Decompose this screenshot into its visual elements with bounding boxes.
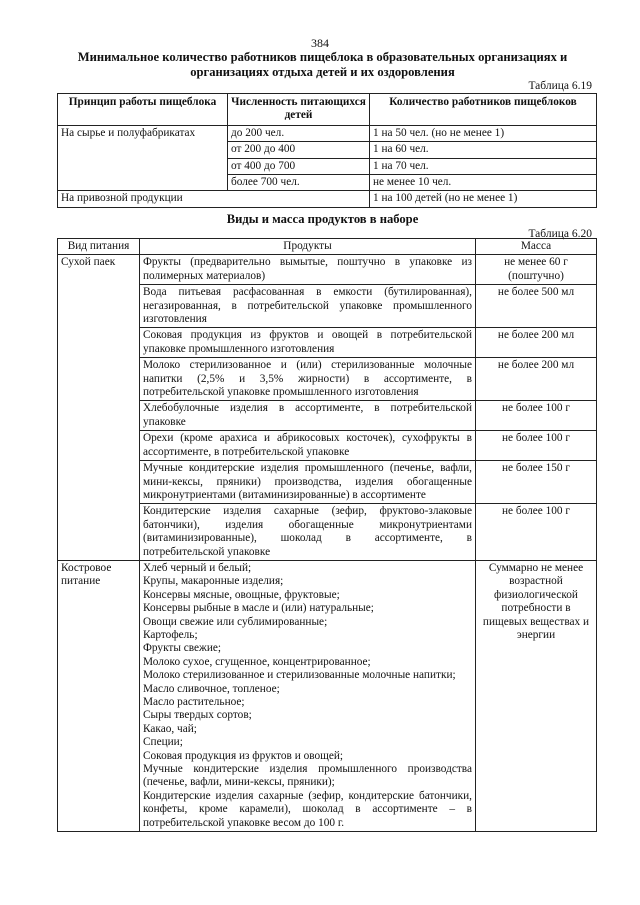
header-products: Продукты [140,239,476,255]
header-mass: Масса [476,239,597,255]
dry-ration-label: Сухой паек [58,255,140,561]
list-item: Консервы рыбные в масле и (или) натуральные; [143,602,374,615]
list-item: Молоко стерилизованное и стерилизованные молочные напитки; [143,669,456,682]
table-row [58,191,597,207]
list-item: Мучные кондитерские изделия промышленного производства (печенье, вафли, мини-кексы, пряники); [143,763,472,789]
header-workers: Количество работников пищеблоков [370,94,597,126]
product-cell: Молоко стерилизованное и (или) стерилизованные молочные напитки (2,5% и 3,5% жирности) в ассортименте, в потребительской упаковке промышленного изготовления [140,358,476,401]
list-item: Кондитерские изделия сахарные (зефир, кондитерские батончики, конфеты, кроме карамели), шоколад в ассортименте – в потребительской упаковке весом до 100 г. [143,789,472,829]
list-item: Масло растительное; [143,696,245,708]
list-item: Хлеб черный и белый; [143,561,252,574]
header-children: Численность питающихся детей [228,94,370,126]
list-item: Картофель; [143,628,198,641]
product-cell: Фрукты (предварительно вымытые, поштучно в упаковке из полимерных материалов) [140,255,476,285]
product-cell: Кондитерские изделия сахарные (зефир, фруктово-злаковые батончики), изделия обогащенные микронутриентами (витаминизированные), шоколад в ассортименте, в потребительской упаковке [140,504,476,561]
mass-cell: не более 150 г [476,461,597,504]
children-cell: от 200 до 400 [228,142,370,158]
table-row [58,125,597,141]
mass-cell: не менее 60 г (поштучно) [476,255,597,285]
product-cell: Соковая продукция из фруктов и овощей в потребительской упаковке промышленного изготовления [140,328,476,358]
page-number: 384 [311,36,329,50]
product-cell: Мучные кондитерские изделия промышленного (печенье, вафли, мини-кексы, пряники) производства, изделия обогащенные микронутриентами (витаминизированные) в ассортименте [140,461,476,504]
mass-cell: не более 100 г [476,504,597,561]
list-item: Сыры твердых сортов; [143,709,252,722]
children-cell: до 200 чел. [228,125,370,141]
staff-table [57,93,597,208]
list-item: Фрукты свежие; [143,642,222,655]
product-cell: Орехи (кроме арахиса и абрикосовых косточек), сухофрукты в ассортименте, в потребительской упаковке [140,431,476,461]
table2-label: Таблица 6.20 [528,228,592,240]
workers-cell: 1 на 60 чел. [370,142,597,158]
product-cell: Вода питьевая расфасованная в емкости (бутилированная), негазированная, в потребительской упаковке промышленного изготовления [140,285,476,328]
children-cell: более 700 чел. [228,175,370,191]
products-table-header [58,239,597,255]
mass-cell: не более 200 мл [476,358,597,401]
header-principle: Принцип работы пищеблока [58,94,228,126]
document-title: Минимальное количество работников пищеблока в образовательных организациях и организациях отдыха детей и их оздоровления [77,50,568,79]
workers-cell: не менее 10 чел. [370,175,597,191]
products-table [57,238,597,832]
mass-cell: не более 500 мл [476,285,597,328]
list-item: Овощи свежие или сублимированные; [143,615,328,628]
mass-cell: не более 200 мл [476,328,597,358]
group-raw-label: На сырье и полуфабрикатах [58,125,228,191]
workers-cell: 1 на 50 чел. (но не менее 1) [370,125,597,141]
camp-food-label: Костровое питание [58,560,140,831]
product-cell: Хлебобулочные изделия в ассортименте, в потребительской упаковке [140,401,476,431]
table-row [58,255,597,285]
camp-mass-cell: Суммарно не менее возрастной физиологической потребности в пищевых веществах и энергии [476,560,597,831]
table-row [58,560,597,831]
children-cell: от 400 до 700 [228,158,370,174]
workers-cell: 1 на 100 детей (но не менее 1) [370,191,597,207]
list-item: Какао, чай; [143,722,197,735]
staff-table-header [58,94,597,126]
list-item: Консервы мясные, овощные, фруктовые; [143,588,340,601]
header-food-type: Вид питания [58,239,140,255]
workers-cell: 1 на 70 чел. [370,158,597,174]
section-title: Виды и масса продуктов в наборе [226,212,419,226]
list-item: Масло сливочное, топленое; [143,682,280,695]
mass-cell: не более 100 г [476,431,597,461]
camp-products-cell [140,560,476,831]
list-item: Крупы, макаронные изделия; [143,575,284,588]
group-delivered-label: На привозной продукции [58,191,370,207]
mass-cell: не более 100 г [476,401,597,431]
list-item: Молоко сухое, сгущенное, концентрированное; [143,655,371,668]
list-item: Специи; [143,736,183,749]
list-item: Соковая продукция из фруктов и овощей; [143,749,344,762]
table1-label: Таблица 6.19 [528,80,592,92]
